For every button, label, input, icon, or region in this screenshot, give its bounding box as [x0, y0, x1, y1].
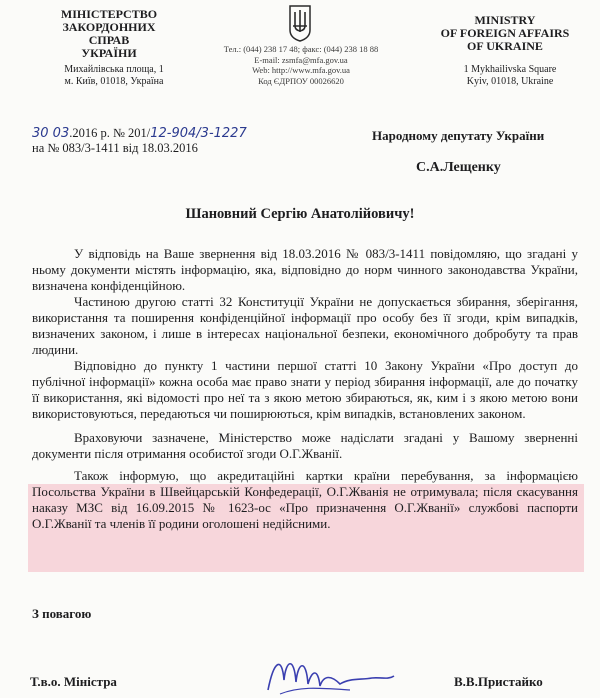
incoming-reference: на № 083/3-1411 від 18.03.2016: [32, 141, 198, 155]
paragraph: Враховуючи зазначене, Міністерство може надіслати згадані у Вашому зверненні документи після отримання особистої згоди О.Г.Жванії.: [32, 430, 578, 461]
recipient-title: Народному депутату України: [372, 128, 545, 143]
outgoing-reference: [32, 126, 247, 141]
salutation: Шановний Сергію Анатолійовичу!: [185, 206, 415, 222]
address-english: 1 Mykhailivska Square Kyiv, 01018, Ukraine: [463, 64, 557, 87]
letter-body: [32, 246, 578, 532]
handwritten-date: 30 03: [32, 126, 70, 141]
reference-year: .2016 р. № 201/: [69, 126, 151, 140]
trident-emblem-icon: [287, 4, 313, 42]
paragraph: Відповідно до пункту 1 частини першої статті 10 Закону України «Про доступ до публічної інформації» кожна особа має право знати у період збирання інформації, але до початку її використання, які відомості про неї та з якою метою збираються, як, ким і з якою метою вони використовуються, передаються чи поширюються, крім випадків, встановлених законом.: [32, 358, 578, 421]
paragraph: У відповідь на Ваше звернення від 18.03.2016 № 083/3-1411 повідомляю, що згадані у ньому документи містять інформацію, яка, відповідно до норм чинного законодавства України, визначена конфіденційною.: [32, 246, 578, 293]
handwritten-number: 12-904/3-1227: [150, 126, 247, 141]
recipient-name: С.А.Лещенку: [416, 160, 501, 175]
paragraph: Також інформую, що акредитаційні картки країни перебування, за інформацією Посольства України в Швейцарській Конфедерації, О.Г.Жванія не отримувала; після скасування наказу МЗС від 16.09.2015 № 1623-ос «Про призначення О.Г.Жванії» службові паспорти О.Г.Жванії та членів її родини оголошені недійсними.: [32, 468, 578, 531]
signer-title: Т.в.о. Міністра: [30, 674, 117, 689]
ministry-name-ukrainian: МІНІСТЕРСТВО ЗАКОРДОННИХ СПРАВ УКРАЇНИ: [60, 7, 158, 60]
contact-details: Тел.: (044) 238 17 48; факс: (044) 238 18 88 E-mail: zsmfa@mfa.gov.ua Web: http://www.mfa.gov.ua Код ЄДРПОУ 00026620: [223, 44, 379, 86]
ministry-name-english: MINISTRY OF FOREIGN AFFAIRS OF UKRAINE: [440, 13, 570, 53]
signature-icon: [260, 650, 400, 698]
closing: З повагою: [32, 606, 92, 621]
signer-name: В.В.Пристайко: [454, 674, 543, 689]
address-ukrainian: Михайлівська площа, 1 м. Київ, 01018, Україна: [64, 64, 164, 87]
paragraph: Частиною другою статті 32 Конституції України не допускається збирання, зберігання, використання та поширення конфіденційної інформації про особу без її згоди, крім випадків, визначених законом, і лише в інтересах національної безпеки, економічного добробуту та прав людини.: [32, 294, 578, 357]
